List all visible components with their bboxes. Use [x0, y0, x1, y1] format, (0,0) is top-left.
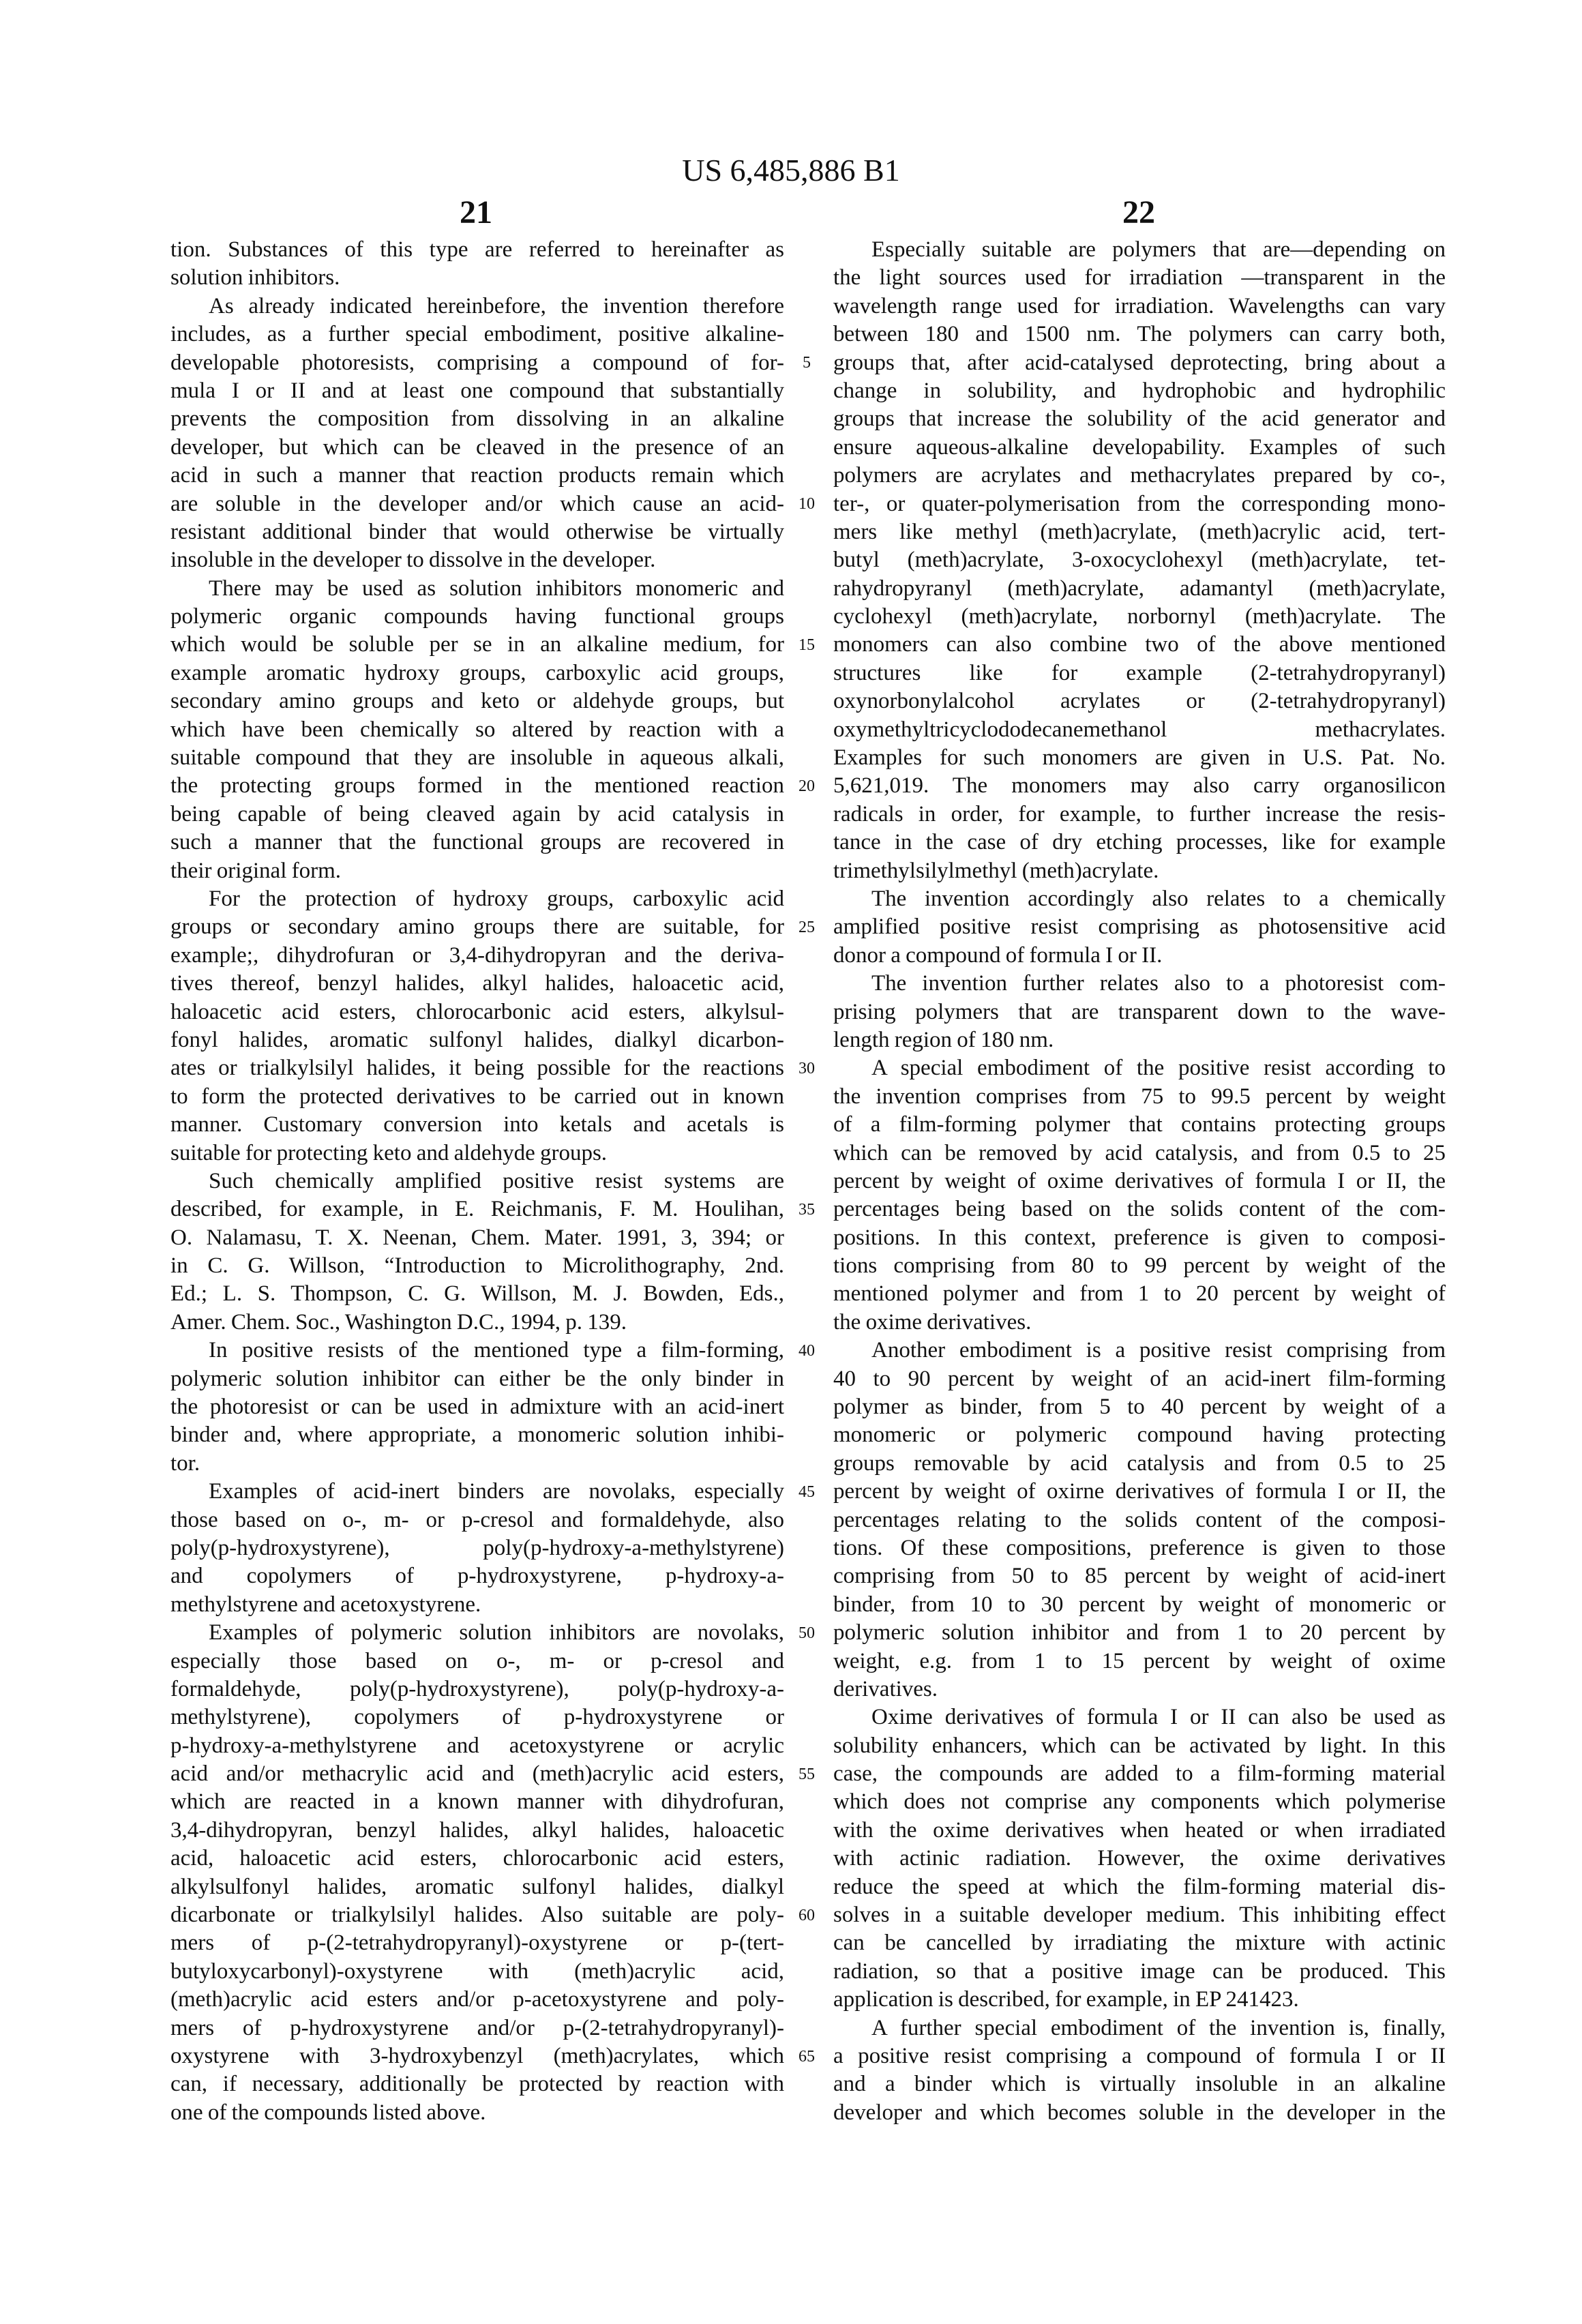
- text-line: trimethylsilylmethyl (meth)acrylate.: [833, 858, 1159, 883]
- text-line: Especially suitable are polymers that are—depending on: [871, 237, 1446, 262]
- text-line: acid in such a manner that reaction products remain which: [170, 463, 784, 488]
- text-line: polymers are acrylates and methacrylates prepared by co-,: [833, 463, 1446, 488]
- paragraph: [833, 236, 1446, 885]
- text-line: between 180 and 1500 nm. The polymers can carry both,: [833, 322, 1446, 347]
- text-line: percent by weight of oxime derivatives of formula I or II, the: [833, 1168, 1446, 1193]
- text-line: groups or secondary amino groups there are suitable, for: [170, 914, 784, 940]
- text-line: 5,621,019. The monomers may also carry organosilicon: [833, 773, 1446, 799]
- paragraph: [170, 1478, 784, 1619]
- text-line: the photoresist or can be used in admixture with an acid-inert: [170, 1395, 784, 1420]
- paragraph: [833, 1054, 1446, 1337]
- text-line: derivatives.: [833, 1676, 938, 1701]
- text-line: groups that increase the solubility of the acid generator and: [833, 406, 1446, 432]
- text-line: solubility enhancers, which can be activated by light. In this: [833, 1733, 1446, 1758]
- line-number: 25: [799, 918, 815, 936]
- text-line: the light sources used for irradiation —transparent in the: [833, 265, 1446, 290]
- text-line: can, if necessary, additionally be protected by reaction with: [170, 2072, 784, 2097]
- line-number: 45: [799, 1483, 815, 1501]
- text-line: The invention accordingly also relates to a chemically: [871, 886, 1446, 911]
- text-line: mers of p-hydroxystyrene and/or p-(2-tetrahydropyranyl)-: [170, 2015, 784, 2040]
- text-line: polymer as binder, from 5 to 40 percent by weight of a: [833, 1395, 1446, 1420]
- line-number: 5: [803, 353, 811, 372]
- text-line: formaldehyde, poly(p-hydroxystyrene), poly(p-hydroxy-a-: [170, 1676, 784, 1701]
- text-line: oxymethyltricyclododecanemethanol methacrylates.: [833, 717, 1446, 742]
- text-line: acid and/or methacrylic acid and (meth)acrylic acid esters,: [170, 1761, 784, 1787]
- text-line: are soluble in the developer and/or which cause an acid-: [170, 491, 784, 516]
- paragraph: [833, 2014, 1446, 2128]
- text-line: A further special embodiment of the invention is, finally,: [871, 2015, 1446, 2040]
- text-line: percentages being based on the solids content of the com-: [833, 1197, 1446, 1222]
- text-line: change in solubility, and hydrophobic and hydrophilic: [833, 378, 1446, 403]
- text-line: with the oxime derivatives when heated or when irradiated: [833, 1817, 1446, 1843]
- text-line: those based on o-, m- or p-cresol and formaldehyde, also: [170, 1507, 784, 1532]
- text-line: polymeric solution inhibitor and from 1 to 20 percent by: [833, 1620, 1446, 1645]
- left-column-page-number: 21: [460, 194, 492, 230]
- paragraph: [170, 1619, 784, 2127]
- text-line: butyloxycarbonyl)-oxystyrene with (meth)acrylic acid,: [170, 1958, 784, 1984]
- text-line: tives thereof, benzyl halides, alkyl halides, haloacetic acid,: [170, 971, 784, 996]
- text-line: Amer. Chem. Soc., Washington D.C., 1994, p. 139.: [170, 1309, 627, 1335]
- paragraph: [833, 1337, 1446, 1703]
- text-line: tions. Of these compositions, preference is given to those: [833, 1535, 1446, 1560]
- text-line: their original form.: [170, 858, 342, 883]
- line-number: 35: [799, 1200, 815, 1219]
- text-line: a positive resist comprising a compound of formula I or II: [833, 2044, 1446, 2068]
- text-line: mentioned polymer and from 1 to 20 percent by weight of: [833, 1281, 1446, 1307]
- text-line: described, for example, in E. Reichmanis, F. M. Houlihan,: [170, 1197, 784, 1222]
- text-line: butyl (meth)acrylate, 3-oxocyclohexyl (meth)acrylate, tet-: [833, 548, 1446, 573]
- text-line: prising polymers that are transparent down to the wave-: [833, 999, 1446, 1024]
- text-line: suitable for protecting keto and aldehyde groups.: [170, 1140, 608, 1165]
- paragraph: [833, 970, 1446, 1054]
- text-line: radiation, so that a positive image can be produced. This: [833, 1958, 1446, 1984]
- text-line: monomeric or polymeric compound having protecting: [833, 1422, 1446, 1448]
- text-line: binder and, where appropriate, a monomeric solution inhibi-: [170, 1422, 784, 1448]
- text-line: There may be used as solution inhibitors monomeric and: [209, 576, 784, 601]
- text-line: alkylsulfonyl halides, aromatic sulfonyl halides, dialkyl: [170, 1874, 784, 1899]
- text-line: donor a compound of formula I or II.: [833, 942, 1163, 968]
- text-line: resistant additional binder that would otherwise be virtually: [170, 519, 784, 544]
- text-line: with actinic radiation. However, the oxime derivatives: [833, 1846, 1446, 1871]
- paragraph: [170, 575, 784, 885]
- right-text-column: [833, 236, 1446, 2127]
- text-line: ter-, or quater-polymerisation from the corresponding mono-: [833, 491, 1446, 516]
- text-line: weight, e.g. from 1 to 15 percent by weight of oxime: [833, 1648, 1446, 1673]
- text-line: ensure aqueous-alkaline developability. Examples of such: [833, 434, 1446, 460]
- paragraph: [170, 293, 784, 575]
- text-line: Ed.; L. S. Thompson, C. G. Willson, M. J. Bowden, Eds.,: [170, 1281, 784, 1307]
- text-line: one of the compounds listed above.: [170, 2100, 486, 2125]
- text-line: amplified positive resist comprising as photosensitive acid: [833, 914, 1446, 940]
- text-line: p-hydroxy-a-methylstyrene and acetoxystyrene or acrylic: [170, 1733, 784, 1758]
- left-text-column: [170, 236, 784, 2127]
- text-line: the oxime derivatives.: [833, 1309, 1032, 1335]
- line-number: 30: [799, 1059, 815, 1077]
- text-line: tor.: [170, 1450, 200, 1476]
- text-line: radicals in order, for example, to further increase the resis-: [833, 801, 1446, 826]
- text-line: solves in a suitable developer medium. This inhibiting effect: [833, 1903, 1446, 1928]
- text-line: percentages relating to the solids content of the composi-: [833, 1507, 1446, 1532]
- line-number: 60: [799, 1906, 815, 1924]
- text-line: of a film-forming polymer that contains protecting groups: [833, 1112, 1446, 1137]
- paragraph: [170, 236, 784, 293]
- text-line: positions. In this context, preference is given to composi-: [833, 1225, 1446, 1250]
- text-line: which can be removed by acid catalysis, and from 0.5 to 25: [833, 1140, 1446, 1165]
- text-line: haloacetic acid esters, chlorocarbonic acid esters, alkylsul-: [170, 999, 784, 1024]
- text-line: polymeric solution inhibitor can either be the only binder in: [170, 1366, 784, 1391]
- text-line: case, the compounds are added to a film-forming material: [833, 1761, 1446, 1787]
- line-number: 65: [799, 2047, 815, 2066]
- line-number: 20: [799, 777, 815, 795]
- text-line: poly(p-hydroxystyrene), poly(p-hydroxy-a-methylstyrene): [170, 1535, 784, 1560]
- patent-number: US 6,485,886 B1: [682, 153, 900, 188]
- text-line: groups removable by acid catalysis and from 0.5 to 25: [833, 1450, 1446, 1476]
- text-line: methylstyrene), copolymers of p-hydroxystyrene or: [170, 1705, 784, 1730]
- text-line: which are reacted in a known manner with dihydrofuran,: [170, 1789, 784, 1815]
- text-line: developer and which becomes soluble in the developer in the: [833, 2100, 1446, 2125]
- text-line: and copolymers of p-hydroxystyrene, p-hydroxy-a-: [170, 1564, 784, 1589]
- text-line: includes, as a further special embodiment, positive alkaline-: [170, 322, 784, 347]
- text-line: For the protection of hydroxy groups, carboxylic acid: [209, 886, 784, 911]
- text-line: such a manner that the functional groups are recovered in: [170, 830, 784, 855]
- text-line: example;, dihydrofuran or 3,4-dihydropyran and the deriva-: [170, 942, 784, 968]
- text-line: mers like methyl (meth)acrylate, (meth)acrylic acid, tert-: [833, 519, 1446, 544]
- text-line: oxynorbonylalcohol acrylates or (2-tetrahydropyranyl): [833, 689, 1446, 714]
- text-line: tance in the case of dry etching processes, like for example: [833, 830, 1446, 855]
- text-line: dicarbonate or trialkylsilyl halides. Also suitable are poly-: [170, 1903, 784, 1928]
- paragraph: [170, 885, 784, 1167]
- text-line: developer, but which can be cleaved in the presence of an: [170, 434, 784, 460]
- text-line: the invention comprises from 75 to 99.5 percent by weight: [833, 1084, 1446, 1109]
- text-line: methylstyrene and acetoxystyrene.: [170, 1592, 481, 1617]
- text-line: Oxime derivatives of formula I or II can also be used as: [871, 1705, 1446, 1730]
- paragraph: [833, 1703, 1446, 2014]
- text-line: Such chemically amplified positive resist systems are: [209, 1168, 784, 1193]
- text-line: acid, haloacetic acid esters, chlorocarbonic acid esters,: [170, 1846, 784, 1871]
- text-line: In positive resists of the mentioned type a film-forming,: [209, 1338, 784, 1363]
- text-line: reduce the speed at which the film-forming material dis-: [833, 1874, 1446, 1899]
- paragraph: [833, 885, 1446, 970]
- text-line: manner. Customary conversion into ketals and acetals is: [170, 1112, 784, 1137]
- text-line: cyclohexyl (meth)acrylate, norbornyl (meth)acrylate. The: [833, 604, 1446, 629]
- text-line: O. Nalamasu, T. X. Neenan, Chem. Mater. 1991, 3, 394; or: [170, 1225, 784, 1250]
- line-number: 10: [799, 494, 815, 513]
- text-line: percent by weight of oxirne derivatives of formula I or II, the: [833, 1479, 1446, 1504]
- text-line: rahydropyranyl (meth)acrylate, adamantyl (meth)acrylate,: [833, 576, 1446, 601]
- text-line: solution inhibitors.: [170, 265, 340, 290]
- text-line: ates or trialkylsilyl halides, it being possible for the reactions: [170, 1056, 784, 1081]
- line-number: 50: [799, 1624, 815, 1642]
- text-line: polymeric organic compounds having functional groups: [170, 604, 784, 629]
- text-line: secondary amino groups and keto or aldehyde groups, but: [170, 689, 784, 714]
- text-line: which would be soluble per se in an alkaline medium, for: [170, 632, 784, 657]
- line-number: 15: [799, 636, 815, 654]
- text-line: (meth)acrylic acid esters and/or p-acetoxystyrene and poly-: [170, 1987, 784, 2012]
- text-line: Examples for such monomers are given in U.S. Pat. No.: [833, 745, 1446, 771]
- text-line: to form the protected derivatives to be carried out in known: [170, 1084, 784, 1109]
- text-line: Another embodiment is a positive resist comprising from: [871, 1338, 1446, 1363]
- text-line: mers of p-(2-tetrahydropyranyl)-oxystyrene or p-(tert-: [170, 1931, 784, 1956]
- text-line: can be cancelled by irradiating the mixture with actinic: [833, 1931, 1446, 1956]
- text-line: developable photoresists, comprising a compound of for-: [170, 350, 784, 375]
- text-line: monomers can also combine two of the above mentioned: [833, 632, 1446, 657]
- text-line: Examples of polymeric solution inhibitors are novolaks,: [209, 1620, 784, 1645]
- text-line: which does not comprise any components which polymerise: [833, 1789, 1446, 1815]
- text-line: application is described, for example, in EP 241423.: [833, 1987, 1299, 2012]
- text-line: As already indicated hereinbefore, the invention therefore: [209, 293, 784, 318]
- text-line: tions comprising from 80 to 99 percent by weight of the: [833, 1253, 1446, 1279]
- text-line: the protecting groups formed in the mentioned reaction: [170, 773, 784, 799]
- text-line: being capable of being cleaved again by acid catalysis in: [170, 801, 784, 826]
- text-line: tion. Substances of this type are referred to hereinafter as: [170, 237, 784, 262]
- text-line: The invention further relates also to a photoresist com-: [871, 971, 1446, 996]
- text-line: Examples of acid-inert binders are novolaks, especially: [209, 1479, 784, 1504]
- right-column-page-number: 22: [1122, 194, 1155, 230]
- text-line: and a binder which is virtually insoluble in an alkaline: [833, 2072, 1446, 2097]
- paragraph: [170, 1167, 784, 1337]
- text-line: structures like for example (2-tetrahydropyranyl): [833, 660, 1446, 685]
- text-line: fonyl halides, aromatic sulfonyl halides, dialkyl dicarbon-: [170, 1027, 784, 1052]
- text-line: insoluble in the developer to dissolve in the developer.: [170, 548, 656, 573]
- line-number: 55: [799, 1765, 815, 1783]
- text-line: mula I or II and at least one compound that substantially: [170, 378, 784, 403]
- text-line: example aromatic hydroxy groups, carboxylic acid groups,: [170, 660, 784, 685]
- text-line: oxystyrene with 3-hydroxybenzyl (meth)acrylates, which: [170, 2044, 784, 2068]
- text-line: 3,4-dihydropyran, benzyl halides, alkyl halides, haloacetic: [170, 1817, 784, 1843]
- text-line: prevents the composition from dissolving in an alkaline: [170, 406, 784, 432]
- text-line: binder, from 10 to 30 percent by weight of monomeric or: [833, 1592, 1446, 1617]
- text-line: 40 to 90 percent by weight of an acid-inert film-forming: [833, 1366, 1446, 1391]
- text-line: in C. G. Willson, “Introduction to Microlithography, 2nd.: [170, 1253, 784, 1279]
- text-line: groups that, after acid-catalysed deprotecting, bring about a: [833, 350, 1446, 375]
- paragraph: [170, 1337, 784, 1478]
- text-line: A special embodiment of the positive resist according to: [871, 1056, 1446, 1081]
- text-line: length region of 180 nm.: [833, 1027, 1054, 1052]
- text-line: suitable compound that they are insoluble in aqueous alkali,: [170, 745, 784, 771]
- text-line: which have been chemically so altered by reaction with a: [170, 717, 784, 742]
- line-number: 40: [799, 1341, 815, 1360]
- text-line: comprising from 50 to 85 percent by weight of acid-inert: [833, 1564, 1446, 1589]
- text-line: wavelength range used for irradiation. Wavelengths can vary: [833, 293, 1446, 318]
- text-line: especially those based on o-, m- or p-cresol and: [170, 1648, 784, 1673]
